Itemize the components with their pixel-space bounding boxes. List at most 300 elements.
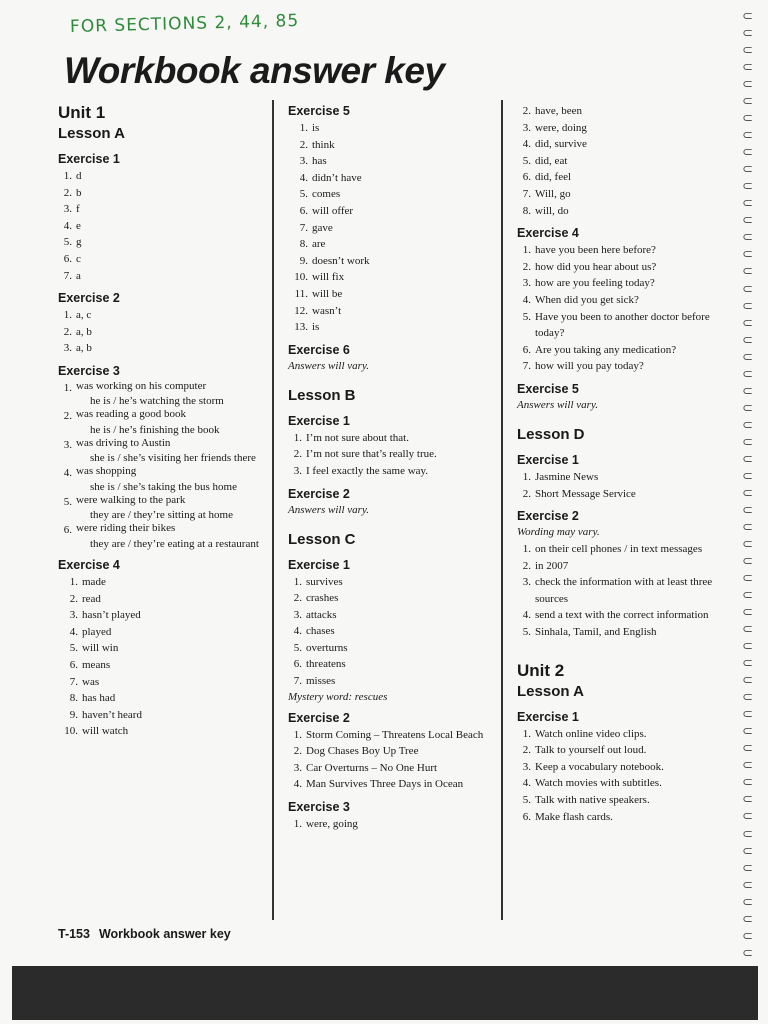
answer-list — [288, 430, 493, 480]
item-number: 1. — [69, 575, 78, 588]
answer-list-two-part — [58, 380, 263, 551]
answer-item — [58, 251, 263, 268]
item-text: attacks — [306, 608, 337, 621]
spiral-coil-icon: ⊂ — [742, 111, 753, 127]
answer-item — [58, 674, 263, 691]
item-text: d — [76, 170, 82, 182]
lesson-heading: Lesson A — [58, 125, 125, 142]
item-number: 6. — [299, 204, 308, 217]
answer-item — [288, 203, 493, 220]
answer-item — [517, 358, 722, 375]
spiral-coil-icon: ⊂ — [742, 605, 753, 621]
answer-list — [288, 727, 493, 793]
spiral-coil-icon: ⊂ — [742, 877, 753, 893]
item-text: is — [312, 122, 320, 134]
item-number: 1. — [63, 381, 72, 394]
item-text: were, going — [306, 818, 358, 831]
item-number: 10. — [64, 725, 78, 738]
answer-item — [517, 292, 722, 309]
item-text: I feel exactly the same way. — [306, 464, 429, 477]
item-number: 7. — [293, 675, 302, 688]
spiral-coil-icon: ⊂ — [742, 43, 753, 59]
answer-item — [288, 673, 493, 690]
answer-item — [288, 220, 493, 237]
answer-item — [517, 136, 722, 153]
item-number: 3. — [293, 464, 302, 477]
spiral-coil-icon: ⊂ — [742, 673, 753, 689]
answer-item — [517, 759, 722, 776]
answer-list — [288, 574, 493, 690]
exercise-heading: Exercise 3 — [58, 363, 120, 378]
answer-item — [517, 186, 722, 203]
answer-item — [58, 340, 263, 357]
item-text: think — [312, 138, 335, 151]
item-text: has — [312, 155, 327, 168]
item-text: Car Overturns – No One Hurt — [306, 761, 438, 774]
item-text: survives — [306, 575, 343, 588]
exercise-heading: Exercise 1 — [517, 452, 579, 467]
item-number: 9. — [299, 254, 308, 267]
item-number: 2. — [522, 744, 531, 757]
spiral-coil-icon: ⊂ — [742, 656, 753, 672]
item-number: 1. — [522, 727, 531, 740]
spiral-binding — [742, 10, 762, 960]
item-text: threatens — [306, 658, 346, 671]
answer-item — [517, 469, 722, 486]
item-number: 3. — [522, 121, 531, 134]
item-subtext: she is / she’s taking the bus home — [90, 480, 237, 493]
answer-item — [517, 259, 722, 276]
spiral-coil-icon: ⊂ — [742, 707, 753, 723]
spiral-coil-icon: ⊂ — [742, 775, 753, 791]
spiral-coil-icon: ⊂ — [742, 519, 753, 535]
spiral-coil-icon: ⊂ — [742, 860, 753, 876]
item-text: Make flash cards. — [535, 810, 613, 823]
item-text: Watch online video clips. — [535, 727, 647, 740]
spiral-coil-icon: ⊂ — [742, 826, 753, 842]
item-number: 1. — [299, 122, 308, 134]
item-number: 4. — [299, 171, 308, 184]
spiral-coil-icon: ⊂ — [742, 315, 753, 331]
answer-item — [58, 324, 263, 341]
spiral-coil-icon: ⊂ — [742, 417, 753, 433]
exercise-note: Wording may vary. — [517, 526, 600, 539]
answer-item — [288, 286, 493, 303]
item-text: hasn’t played — [82, 609, 141, 622]
answer-item — [517, 809, 722, 826]
item-text: was — [82, 675, 100, 688]
answer-item — [58, 185, 263, 202]
answer-list — [58, 574, 263, 740]
item-number: 6. — [69, 658, 78, 671]
item-text: send a text with the correct information — [535, 609, 709, 622]
answer-item — [58, 657, 263, 674]
exercise-heading: Exercise 4 — [58, 557, 120, 572]
answer-item — [288, 170, 493, 187]
item-text: means — [82, 658, 111, 671]
item-text: was working on his computer — [76, 379, 207, 392]
item-subtext: he is / he’s finishing the book — [90, 423, 220, 436]
spiral-coil-icon: ⊂ — [742, 400, 753, 416]
item-number: 6. — [522, 171, 531, 184]
item-number: 5. — [522, 154, 531, 167]
answer-item — [517, 275, 722, 292]
item-text: chases — [306, 625, 335, 638]
item-text: a — [76, 269, 81, 282]
answer-list — [517, 541, 722, 641]
answer-item — [288, 137, 493, 154]
lesson-heading: Lesson A — [517, 682, 584, 700]
answer-item — [288, 253, 493, 270]
answer-item — [517, 309, 722, 342]
spiral-coil-icon: ⊂ — [742, 928, 753, 944]
item-text: how will you pay today? — [535, 360, 644, 373]
answer-item — [288, 153, 493, 170]
spiral-coil-icon: ⊂ — [742, 94, 753, 110]
item-number: 4. — [293, 778, 302, 791]
answer-item — [288, 743, 493, 760]
item-text: didn’t have — [312, 171, 362, 184]
item-number: 6. — [522, 810, 531, 823]
item-text: has had — [82, 692, 116, 705]
item-text: check the information with at least three sources — [535, 576, 713, 605]
answer-item — [58, 574, 263, 591]
item-number: 13. — [294, 321, 308, 334]
exercise-heading: Exercise 2 — [517, 509, 579, 524]
item-number: 4. — [522, 777, 531, 790]
answer-item — [288, 623, 493, 640]
item-text: on their cell phones / in text messages — [535, 543, 703, 556]
scan-edge-band — [12, 966, 758, 1020]
answer-item — [58, 218, 263, 235]
item-number: 3. — [63, 438, 72, 451]
spiral-coil-icon: ⊂ — [742, 349, 753, 365]
unit-heading: Unit 1 — [58, 103, 106, 122]
spiral-coil-icon: ⊂ — [742, 894, 753, 910]
item-text: Jasmine News — [535, 470, 599, 483]
answer-item — [517, 792, 722, 809]
answer-item — [517, 607, 722, 624]
item-text: did, eat — [535, 154, 568, 167]
item-text: are — [312, 238, 326, 251]
item-number: 4. — [293, 625, 302, 638]
answer-item — [58, 465, 263, 494]
answer-item — [288, 760, 493, 777]
mystery-word: Mystery word: rescues — [288, 690, 388, 703]
item-number: 1. — [522, 470, 531, 483]
item-number: 8. — [522, 204, 531, 217]
answer-item — [288, 463, 493, 480]
item-text: will, do — [535, 204, 569, 217]
answer-list — [517, 726, 722, 826]
item-number: 3. — [522, 760, 531, 773]
answer-list — [58, 168, 263, 284]
item-number: 2. — [293, 448, 302, 461]
answer-item — [58, 408, 263, 437]
answer-item — [517, 558, 722, 575]
item-number: 2. — [522, 105, 531, 117]
item-number: 7. — [63, 269, 72, 282]
item-number: 5. — [63, 495, 72, 508]
item-number: 7. — [522, 360, 531, 373]
item-number: 7. — [522, 187, 531, 200]
item-number: 5. — [293, 641, 302, 654]
answer-item — [517, 203, 722, 220]
item-number: 8. — [299, 238, 308, 251]
answer-item — [288, 590, 493, 607]
answer-item — [58, 437, 263, 466]
item-number: 1. — [293, 728, 302, 741]
exercise-heading: Exercise 2 — [288, 710, 350, 725]
answer-list — [517, 469, 722, 502]
item-number: 3. — [293, 608, 302, 621]
spiral-coil-icon: ⊂ — [742, 690, 753, 706]
item-text: Dog Chases Boy Up Tree — [306, 745, 419, 758]
page-footer — [58, 927, 231, 941]
column-divider-2 — [501, 100, 503, 920]
item-number: 4. — [63, 467, 72, 480]
item-text: a, b — [76, 325, 92, 338]
item-text: will win — [82, 642, 119, 655]
answer-item — [288, 640, 493, 657]
item-text: Talk with native speakers. — [535, 794, 650, 807]
item-text: was driving to Austin — [76, 436, 171, 449]
page-number: T-153 — [58, 927, 90, 941]
footer-label: Workbook answer key — [98, 927, 231, 941]
page-title: Workbook answer key — [64, 50, 445, 91]
item-text: will offer — [312, 204, 354, 217]
answer-item — [58, 201, 263, 218]
item-text: have, been — [535, 105, 583, 117]
item-text: how did you hear about us? — [535, 260, 657, 273]
item-text: g — [76, 236, 82, 249]
item-text: crashes — [306, 592, 339, 605]
item-number: 3. — [63, 342, 72, 355]
spiral-coil-icon: ⊂ — [742, 366, 753, 382]
spiral-coil-icon: ⊂ — [742, 945, 753, 961]
item-subtext: she is / she’s visiting her friends there — [90, 452, 256, 465]
exercise-heading: Exercise 2 — [288, 486, 350, 501]
spiral-coil-icon: ⊂ — [742, 724, 753, 740]
item-text: how are you feeling today? — [535, 277, 655, 290]
answer-item — [58, 494, 263, 523]
answer-item — [58, 522, 263, 551]
item-text: a, b — [76, 342, 92, 355]
answer-list — [288, 816, 493, 833]
item-text: was reading a good book — [76, 408, 186, 421]
column-divider-1 — [272, 100, 274, 920]
item-text: Watch movies with subtitles. — [535, 777, 662, 790]
answer-item — [288, 656, 493, 673]
item-number: 4. — [69, 625, 78, 638]
item-text: were riding their bikes — [76, 522, 176, 535]
spiral-coil-icon: ⊂ — [742, 213, 753, 229]
exercise-heading: Exercise 3 — [288, 800, 350, 815]
item-number: 10. — [294, 271, 308, 284]
exercise-note: Answers will vary. — [288, 359, 369, 372]
item-number: 5. — [69, 642, 78, 655]
item-number: 2. — [522, 487, 531, 500]
item-number: 1. — [63, 170, 72, 182]
answer-item — [517, 342, 722, 359]
exercise-heading: Exercise 4 — [517, 226, 579, 241]
item-text: When did you get sick? — [535, 293, 639, 306]
spiral-coil-icon: ⊂ — [742, 298, 753, 314]
item-number: 2. — [293, 745, 302, 758]
answer-item — [58, 690, 263, 707]
item-text: Are you taking any medication? — [535, 343, 677, 356]
spiral-coil-icon: ⊂ — [742, 247, 753, 263]
answer-item — [288, 776, 493, 793]
item-number: 6. — [522, 343, 531, 356]
column-1 — [58, 103, 263, 740]
item-number: 1. — [522, 543, 531, 556]
spiral-coil-icon: ⊂ — [742, 554, 753, 569]
lesson-heading: Lesson B — [288, 386, 356, 404]
answer-item — [517, 742, 722, 759]
item-number: 6. — [293, 658, 302, 671]
item-subtext: they are / they’re eating at a restaurant — [90, 537, 259, 550]
item-number: 1. — [293, 575, 302, 588]
item-text: Keep a vocabulary notebook. — [535, 760, 664, 773]
item-number: 2. — [63, 186, 72, 199]
item-number: 1. — [293, 818, 302, 831]
answer-item — [58, 168, 263, 185]
item-number: 2. — [293, 592, 302, 605]
item-text: I’m not sure that’s really true. — [306, 448, 437, 461]
exercise-heading: Exercise 1 — [288, 413, 350, 428]
spiral-coil-icon: ⊂ — [742, 468, 753, 484]
item-number: 1. — [293, 431, 302, 444]
item-number: 5. — [522, 310, 531, 323]
spiral-coil-icon: ⊂ — [742, 639, 753, 655]
answer-item — [288, 430, 493, 447]
item-text: will be — [312, 287, 343, 300]
item-number: 1. — [522, 244, 531, 257]
answer-item — [58, 234, 263, 251]
item-number: 6. — [63, 524, 72, 537]
item-number: 2. — [522, 559, 531, 572]
answer-item — [58, 307, 263, 324]
answer-item — [517, 574, 722, 607]
item-number: 9. — [69, 708, 78, 721]
item-text: I’m not sure about that. — [306, 431, 409, 444]
item-number: 4. — [522, 609, 531, 622]
item-text: misses — [306, 675, 336, 688]
spiral-coil-icon: ⊂ — [742, 9, 753, 24]
exercise-heading: Exercise 5 — [288, 104, 350, 118]
item-number: 5. — [522, 626, 531, 639]
answer-item — [517, 120, 722, 137]
item-number: 12. — [294, 304, 308, 317]
item-text: did, survive — [535, 138, 587, 151]
answer-item — [58, 707, 263, 724]
item-text: f — [76, 203, 80, 216]
item-number: 3. — [63, 203, 72, 216]
lesson-heading: Lesson C — [288, 530, 356, 548]
item-text: comes — [312, 188, 341, 201]
column-2 — [288, 103, 493, 833]
lesson-heading: Lesson D — [517, 425, 585, 443]
spiral-coil-icon: ⊂ — [742, 128, 753, 144]
exercise-heading: Exercise 6 — [288, 342, 350, 357]
item-text: overturns — [306, 641, 348, 654]
item-number: 4. — [522, 138, 531, 151]
answer-item — [288, 607, 493, 624]
item-number: 5. — [522, 794, 531, 807]
answer-item — [288, 236, 493, 253]
item-text: Sinhala, Tamil, and English — [535, 626, 657, 639]
answer-list — [58, 307, 263, 357]
answer-item — [517, 541, 722, 558]
answer-item — [517, 726, 722, 743]
answer-item — [517, 486, 722, 503]
item-text: read — [82, 592, 101, 605]
item-text: will fix — [312, 271, 345, 284]
spiral-coil-icon: ⊂ — [742, 758, 753, 774]
answer-item — [288, 120, 493, 137]
answer-item — [58, 607, 263, 624]
item-text: Talk to yourself out loud. — [535, 744, 647, 757]
answer-item — [288, 727, 493, 744]
item-number: 2. — [299, 138, 308, 151]
item-text: did, feel — [535, 171, 572, 184]
spiral-coil-icon: ⊂ — [742, 264, 753, 280]
spiral-coil-icon: ⊂ — [742, 502, 753, 518]
spiral-coil-icon: ⊂ — [742, 383, 753, 399]
spiral-coil-icon: ⊂ — [742, 588, 753, 604]
item-number: 2. — [63, 325, 72, 338]
answer-item — [288, 446, 493, 463]
item-text: doesn’t work — [312, 254, 370, 267]
spiral-coil-icon: ⊂ — [742, 451, 753, 467]
spiral-coil-icon: ⊂ — [742, 911, 753, 927]
spiral-coil-icon: ⊂ — [742, 792, 753, 808]
answer-item — [517, 153, 722, 170]
answer-item — [288, 574, 493, 591]
item-text: c — [76, 252, 81, 265]
item-text: were walking to the park — [76, 493, 186, 506]
item-text: haven’t heard — [82, 708, 142, 721]
answer-item — [288, 186, 493, 203]
item-text: in 2007 — [535, 559, 569, 572]
item-number: 3. — [522, 576, 531, 589]
item-subtext: he is / he’s watching the storm — [90, 395, 224, 408]
spiral-coil-icon: ⊂ — [742, 162, 753, 178]
spiral-coil-icon: ⊂ — [742, 809, 753, 825]
item-text: a, c — [76, 309, 92, 322]
exercise-note: Answers will vary. — [517, 398, 598, 411]
answer-list-continued — [517, 103, 722, 219]
item-text: e — [76, 219, 81, 232]
spiral-coil-icon: ⊂ — [742, 281, 753, 297]
item-text: made — [82, 575, 106, 588]
item-number: 6. — [63, 252, 72, 265]
spiral-coil-icon: ⊂ — [742, 26, 753, 42]
item-number: 8. — [69, 692, 78, 705]
spiral-coil-icon: ⊂ — [742, 77, 753, 93]
item-number: 2. — [63, 410, 72, 423]
item-number: 11. — [294, 287, 308, 300]
item-subtext: they are / they’re sitting at home — [90, 509, 233, 522]
item-number: 2. — [69, 592, 78, 605]
answer-item — [58, 591, 263, 608]
spiral-coil-icon: ⊂ — [742, 622, 753, 638]
spiral-coil-icon: ⊂ — [742, 60, 753, 76]
exercise-heading: Exercise 1 — [58, 152, 120, 166]
answer-item — [517, 103, 722, 120]
answer-list — [517, 242, 722, 375]
